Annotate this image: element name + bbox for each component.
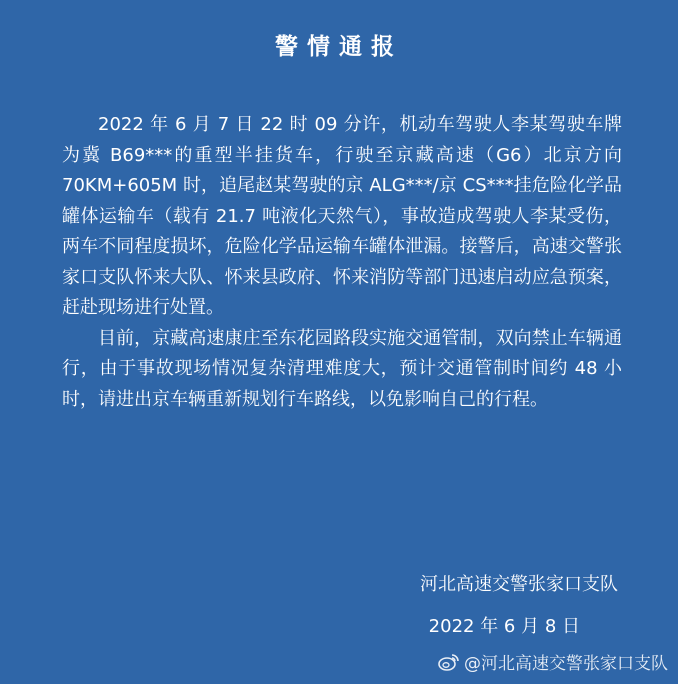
notice-title: 警情通报 [275, 34, 403, 60]
notice-paragraph-1: 2022 年 6 月 7 日 22 时 09 分许，机动车驾驶人李某驾驶车牌为冀 B69***的重型半挂货车，行驶至京藏高速（G6）北京方向 70KM+605M 时，追尾赵某驾驶的京 ALG***/京 CS***挂危险化学品罐体运输车（载有 21.7 吨液化天然气），事故造成驾驶人李某受伤，两车不同程度损坏，危险化学品运输车罐体泄漏。接警后，高速交警张家口支队怀来大队、怀来县政府、怀来消防等部门迅速启动应急预案，赶赴现场进行处置。 [62, 114, 622, 318]
issue-date: 2022 年 6 月 8 日 [428, 616, 580, 637]
weibo-icon [438, 653, 460, 671]
weibo-watermark [438, 649, 668, 674]
notice-body [62, 110, 622, 415]
issuer-name: 河北高速交警张家口支队 [420, 574, 618, 595]
notice-paragraph-2: 目前，京藏高速康庄至东花园路段实施交通管制，双向禁止车辆通行，由于事故现场情况复杂清理难度大，预计交通管制时间约 48 小时，请进出京车辆重新规划行车路线，以免影响自己的行程。 [62, 327, 622, 410]
watermark-text: @河北高速交警张家口支队 [464, 654, 668, 674]
